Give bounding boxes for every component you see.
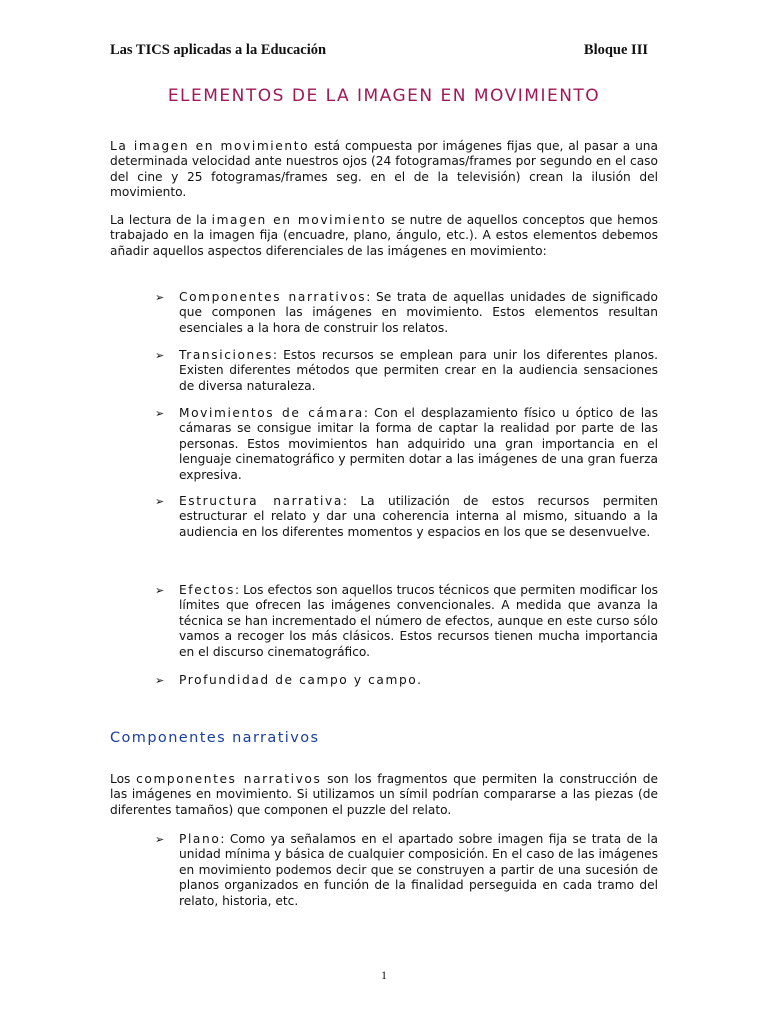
list-item-profundidad-de-campo [155,673,658,688]
section-para-lead: componentes narrativos [136,772,322,786]
arrow-bullet-icon: ➢ [155,833,165,846]
arrow-bullet-icon: ➢ [155,291,165,304]
arrow-bullet-icon: ➢ [155,349,165,362]
intro-2-text: se nutre de aquellos conceptos que hemos trabajado en la imagen fija (encuadre, plano, ángulo, etc.). A estos elementos debemos añadir aquellos aspectos diferenciales de las imágenes en movimiento: [110,213,658,258]
page-number: 1 [381,968,387,982]
list-item-lead: Profundidad de campo y campo. [179,673,423,687]
list-item-body: : Estos recursos se emplean para unir los diferentes planos. Existen diferentes métodos que permiten crear en la audiencia sensaciones de diversa naturaleza. [179,348,658,393]
list-item-text [179,290,658,336]
list-item-text [179,583,658,660]
intro-paragraph-1 [110,139,658,201]
list-item-text [179,673,658,688]
list-item-text [179,832,658,909]
list-item-transiciones [155,348,658,394]
intro-paragraph-2 [110,213,658,259]
list-item-body: : Se trata de aquellas unidades de significado que componen las imágenes en movimiento. Estos elementos resultan esenciales a la hora de construir los relatos. [179,290,658,335]
list-item-lead: Movimientos de cámara [179,406,364,420]
list-item-lead: Plano [179,832,221,846]
list-item-efectos [155,583,658,660]
arrow-bullet-icon: ➢ [155,495,165,508]
list-item-estructura-narrativa [155,494,658,540]
intro-1-lead: La imagen en movimiento [110,139,310,153]
arrow-bullet-icon: ➢ [155,407,165,420]
list-item-plano [155,832,658,909]
list-item-movimientos-de-camara [155,406,658,483]
header-block-label: Bloque III [583,42,648,58]
list-item-body: : Los efectos son aquellos trucos técnicos que permiten modificar los límites que ofrecen las imágenes convencionales. A medida que avanza la técnica se han incrementado el número de efectos, aunque en este curso sólo vamos a recoger los más clásicos. Estos recursos tienen mucha importancia en el discurso cinematográfico. [179,583,658,659]
arrow-bullet-icon: ➢ [155,674,165,687]
page-title: ELEMENTOS DE LA IMAGEN EN MOVIMIENTO [167,86,601,106]
section-para-text: son los fragmentos que permiten la construcción de las imágenes en movimiento. Si utilizamos un símil podrían compararse a las piezas (de diferentes tamaños) que componen el puzzle del relato. [110,772,659,817]
list-item-text [179,494,658,540]
list-item-lead: Estructura narrativa [179,494,343,508]
header-course-title: Las TICS aplicadas a la Educación [110,42,327,58]
intro-1-text: está compuesta por imágenes fijas que, al pasar a una determinada velocidad ante nuestros ojos (24 fotogramas/frames por segundo en el caso del cine y 25 fotogramas/frames seg. en el de la televisión) crean la ilusión del movimiento. [110,139,658,200]
list-item-componentes-narrativos [155,290,658,336]
list-item-text [179,406,658,483]
list-item-lead: Componentes narrativos [179,290,367,304]
section-heading: Componentes narrativos [110,730,320,746]
list-item-body: : La utilización de estos recursos permiten estructurar el relato y dar una coherencia interna al mismo, situando a la audiencia en los diferentes momentos y espacios en los que se desenvuelve. [179,494,658,539]
section-para-pre: Los [110,772,137,786]
list-item-text [179,348,658,394]
intro-2-lead: imagen en movimiento [211,213,387,227]
running-header [110,42,648,62]
list-item-body: : Con el desplazamiento físico u óptico de las cámaras se consigue imitar la forma de captar la realidad por parte de las personas. Estos movimientos han adquirido una gran importancia en el lenguaje cinematográfico y permiten dotar a las imágenes de una gran fuerza expresiva. [179,406,658,482]
intro-2-pre: La lectura de la [110,213,212,227]
list-item-lead: Efectos [179,583,235,597]
list-item-lead: Transiciones [179,348,273,362]
list-item-body: : Como ya señalamos en el apartado sobre imagen fija se trata de la unidad mínima y básica de cualquier composición. En el caso de las imágenes en movimiento podemos decir que se construyen a partir de una sucesión de planos organizados en función de la finalidad perseguida en cada tramo del relato, historia, etc. [179,832,658,908]
section-paragraph [110,772,658,818]
arrow-bullet-icon: ➢ [155,584,165,597]
